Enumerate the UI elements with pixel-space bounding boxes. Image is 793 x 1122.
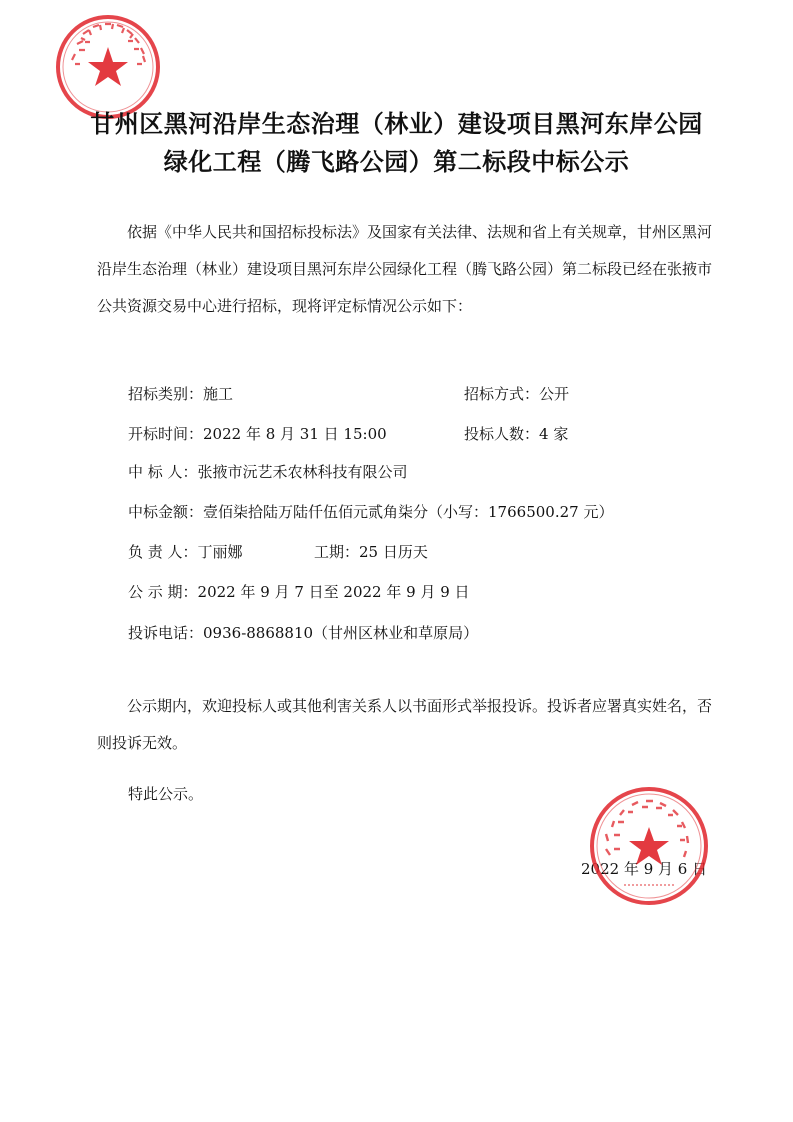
- field-amount: 中标金额：壹佰柒拾陆万陆仟伍佰元贰角柒分（小写：1766500.27 元）: [128, 503, 614, 521]
- field-duration: 工期：25 日历天: [314, 543, 428, 561]
- intro-paragraph: 依据《中华人民共和国招标投标法》及国家有关法律、法规和省上有关规章，甘州区黑河沿岸生态治理（林业）建设项目黑河东岸公园绿化工程（腾飞路公园）第二标段已经在张掖市公共资源交易中心进行招标，现将评定标情况公示如下：: [97, 223, 713, 315]
- field-bidders: 投标人数：4 家: [464, 425, 569, 443]
- field-period: 公 示 期：2022 年 9 月 7 日至 2022 年 9 月 9 日: [128, 583, 470, 601]
- field-category: 招标类别：施工: [128, 385, 234, 403]
- star-icon: [629, 827, 669, 865]
- field-method: 招标方式：公开: [464, 385, 570, 403]
- closing-text: 特此公示。: [128, 785, 204, 803]
- field-winner: 中 标 人：张掖市沅艺禾农林科技有限公司: [128, 463, 408, 481]
- field-open-time: 开标时间：2022 年 8 月 31 日 15:00: [128, 425, 387, 443]
- page-title-line2: 绿化工程（腾飞路公园）第二标段中标公示: [163, 148, 630, 176]
- notice-paragraph: 公示期内，欢迎投标人或其他利害关系人以书面形式举报投诉。投诉者应署真实姓名，否则投诉无效。: [97, 697, 713, 752]
- publish-date: 2022 年 9 月 6 日: [581, 860, 708, 878]
- field-complaint: 投诉电话：0936-8868810（甘州区林业和草原局）: [128, 624, 479, 642]
- field-manager: 负 责 人：丁丽娜: [128, 543, 243, 561]
- star-icon: [88, 47, 128, 86]
- page-title-line1: 甘州区黑河沿岸生态治理（林业）建设项目黑河东岸公园: [90, 110, 703, 138]
- agency-seal: [588, 785, 710, 907]
